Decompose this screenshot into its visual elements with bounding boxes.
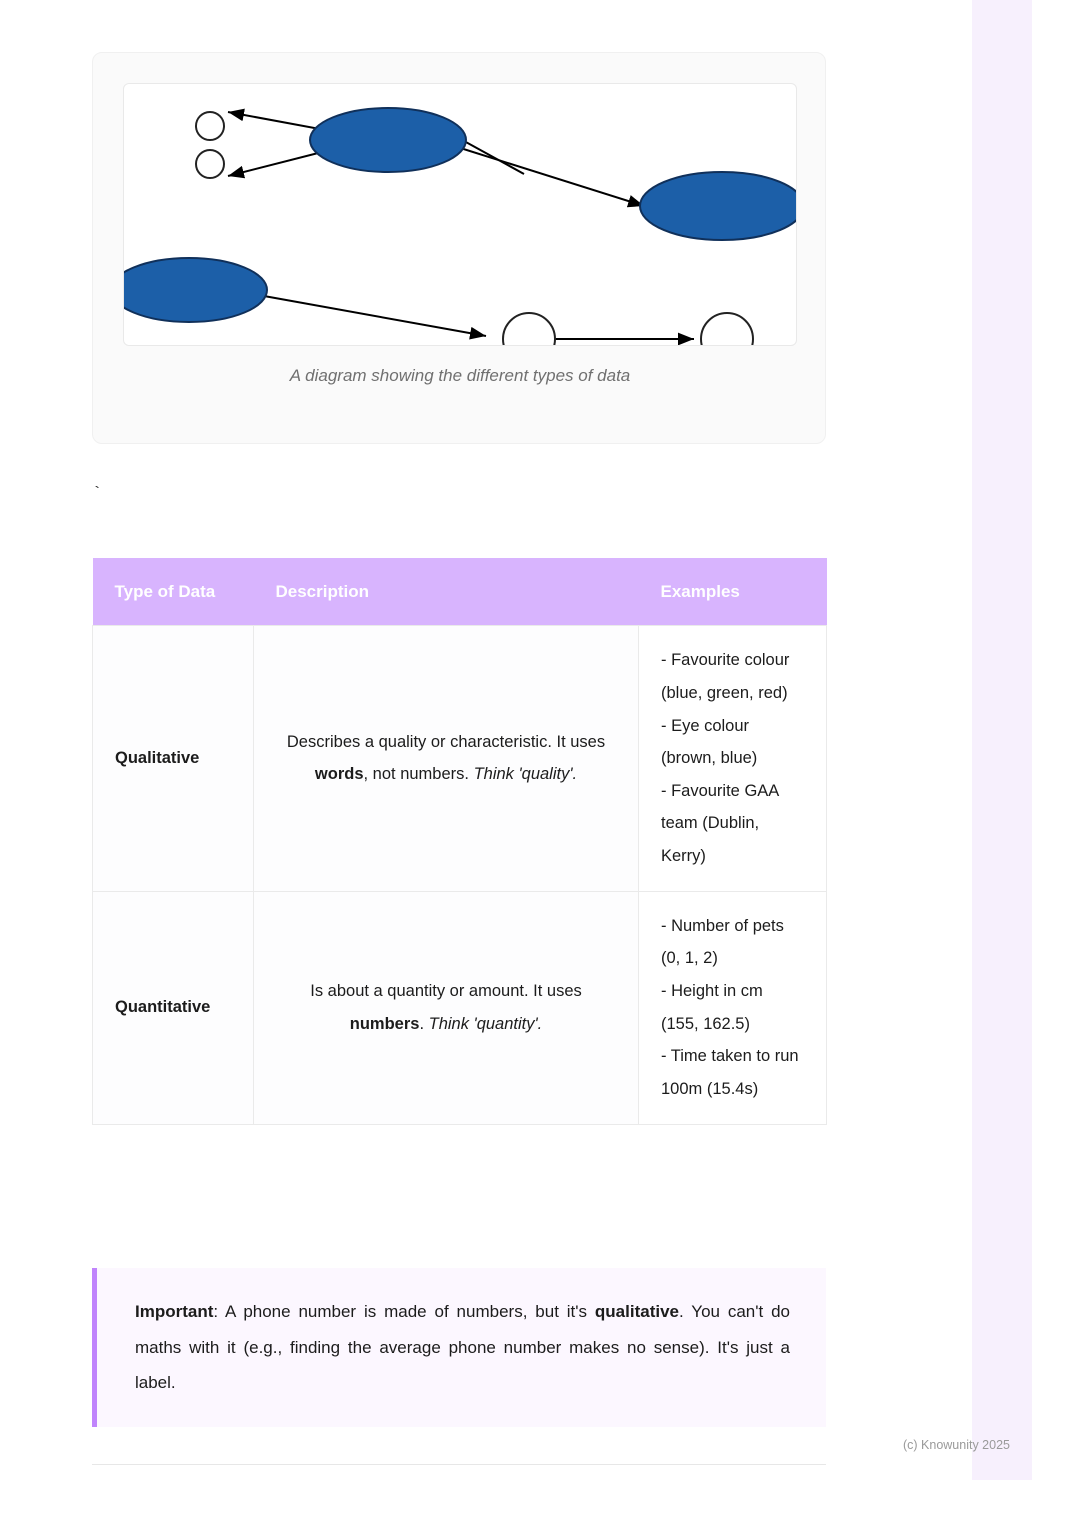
table-row — [93, 891, 827, 1124]
figure-caption: A diagram showing the different types of data — [289, 366, 631, 385]
example-line: - Height in cm (155, 162.5) — [661, 982, 763, 1033]
example-line: - Number of pets (0, 1, 2) — [661, 916, 784, 968]
footer-credit: (c) Knowunity 2025 — [902, 1438, 1010, 1452]
table-header-row — [93, 558, 827, 626]
row-type-label: Qualitative — [93, 626, 254, 892]
row-examples — [639, 626, 827, 892]
figure-card — [92, 52, 826, 444]
table-header-description: Description — [254, 558, 639, 626]
example-line: - Favourite colour (blue, green, red) — [661, 651, 790, 702]
data-types-table — [92, 558, 827, 1125]
edge-center-to-right — [454, 146, 644, 206]
ellipse-right — [640, 172, 797, 240]
small-circle-second — [196, 150, 224, 178]
stray-backtick: ` — [92, 485, 103, 504]
small-circle-top — [196, 112, 224, 140]
ellipse-top-center — [310, 108, 466, 172]
example-line: - Eye colour (brown, blue) — [661, 716, 758, 768]
row-description: Is about a quantity or amount. It uses numbers. Think 'quantity'. — [254, 891, 639, 1124]
example-line: - Favourite GAA team (Dublin, Kerry) — [661, 781, 779, 866]
ellipse-left — [124, 258, 267, 322]
data-types-diagram — [124, 84, 797, 346]
table-header-examples: Examples — [639, 558, 827, 626]
important-callout: Important: A phone number is made of numbers, but it's qualitative. You can't do maths with it (e.g., finding the average phone number makes no sense). It's just a label. — [92, 1268, 826, 1427]
row-type-label: Quantitative — [93, 891, 254, 1124]
edge-center-to-circle-second — [228, 150, 330, 176]
edge-left-to-bottom-circle — [264, 296, 486, 336]
table-row — [93, 626, 827, 892]
circle-bottom-right — [701, 313, 753, 346]
row-examples — [639, 891, 827, 1124]
diagram-canvas — [123, 83, 797, 346]
circle-bottom-middle — [503, 313, 555, 346]
table-header-type: Type of Data — [93, 558, 254, 626]
row-description: Describes a quality or characteristic. It uses words, not numbers. Think 'quality'. — [254, 626, 639, 892]
example-line: - Time taken to run 100m (15.4s) — [661, 1047, 799, 1099]
footer-divider — [92, 1464, 826, 1465]
